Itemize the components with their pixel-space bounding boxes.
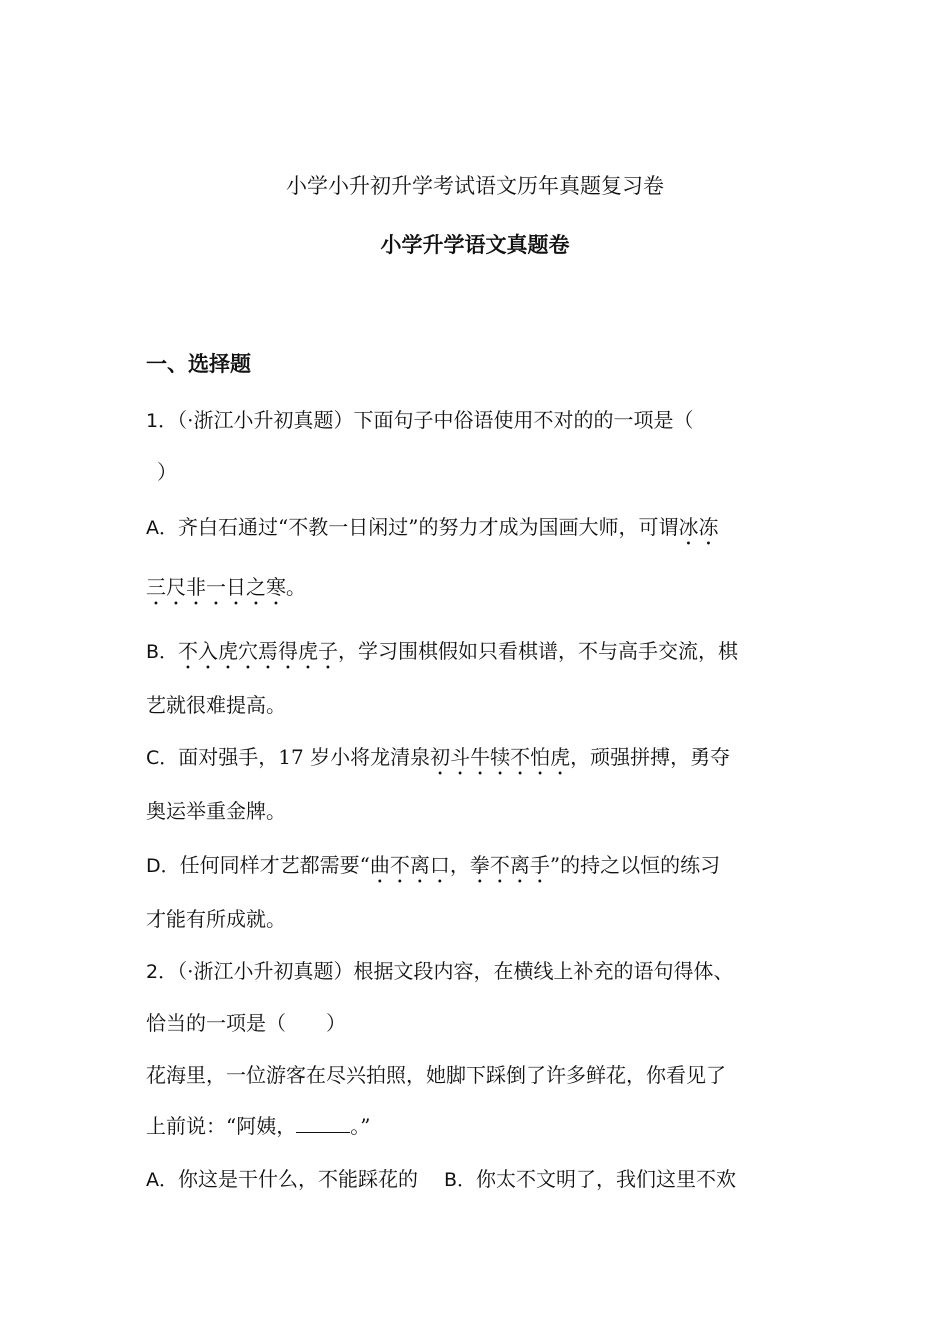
q1-stem-line2: ）: [157, 460, 177, 484]
q2-options-row: [146, 1166, 816, 1193]
q1-option-a-end: 。: [286, 575, 306, 599]
q1-stem-text: （·浙江小升初真题）下面句子中俗语使用不对的的一项是（: [177, 408, 694, 432]
q1-option-c-text-2: ，顽强拼搏，勇夺: [570, 745, 731, 769]
q2-passage-line2: [146, 1113, 816, 1139]
q1-option-d-line2: 才能有所成就。: [146, 907, 286, 931]
q1-option-d-label: D．: [146, 855, 180, 877]
section-heading: 一、选择题: [146, 352, 251, 376]
q2-option-b-text: 你太不文明了，我们这里不欢: [476, 1167, 737, 1191]
q2-stem-line2: 恰当的一项是（ ）: [146, 1011, 346, 1035]
q1-option-b-text: ，学习围棋假如只看棋谱，不与高手交流，棋: [338, 639, 739, 663]
q1-option-b-label: B．: [146, 641, 179, 663]
q1-option-a-text: 齐白石通过“不教一日闲过”的努力才成为国画大师，可谓: [178, 515, 679, 539]
q1-option-b-line2: 艺就很难提高。: [146, 693, 286, 717]
q1-option-c-text: 面对强手，17 岁小将龙清泉: [178, 745, 431, 769]
q1-option-a-line2: [146, 574, 816, 610]
document-subtitle: 小学升学语文真题卷: [380, 233, 570, 257]
q1-option-d-emphasis: 曲不离口，拳不离手: [369, 853, 550, 877]
q1-option-c-line2: 奥运举重金牌。: [146, 799, 286, 823]
q2-passage-line1: 花海里，一位游客在尽兴拍照，她脚下踩倒了许多鲜花，你看见了: [146, 1063, 726, 1087]
q2-stem-line1: [146, 958, 816, 985]
document-title: 小学小升初升学考试语文历年真题复习卷: [286, 174, 664, 198]
q1-option-b-emphasis: 不入虎穴焉得虎子: [178, 639, 339, 663]
q2-passage-text: 上前说：“阿姨，: [146, 1114, 297, 1138]
q1-option-c-label: C．: [146, 747, 179, 769]
q1-option-d-text: 任何同样才艺都需要“: [179, 853, 370, 877]
q1-stem-line1: [146, 407, 816, 434]
q1-option-a-emphasis-2: 三尺非一日之寒: [146, 575, 286, 599]
q1-number: 1．: [146, 410, 178, 432]
q2-option-a-label: A．: [146, 1169, 178, 1191]
q2-answer-blank: [296, 1114, 350, 1133]
q1-option-d-line1: [146, 852, 816, 888]
q2-stem-text: （·浙江小升初真题）根据文段内容，在横线上补充的语句得体、: [177, 959, 734, 983]
q1-option-a-label: A．: [146, 517, 178, 539]
q2-passage-end: 。”: [350, 1114, 371, 1138]
q2-number: 2．: [146, 961, 178, 983]
q1-option-c-emphasis: 初斗牛犊不怕虎: [430, 745, 571, 769]
q1-option-a-line1: [146, 514, 816, 550]
q2-option-a-text: 你这是干什么，不能踩花的: [178, 1167, 418, 1191]
q1-option-b-line1: [146, 638, 816, 674]
q2-option-b-label: B．: [444, 1169, 477, 1191]
q1-option-c-line1: [146, 744, 816, 780]
q1-option-a-emphasis-1: 冰冻: [678, 515, 719, 539]
q1-option-d-text-2: ”的持之以恒的练习: [549, 853, 721, 877]
